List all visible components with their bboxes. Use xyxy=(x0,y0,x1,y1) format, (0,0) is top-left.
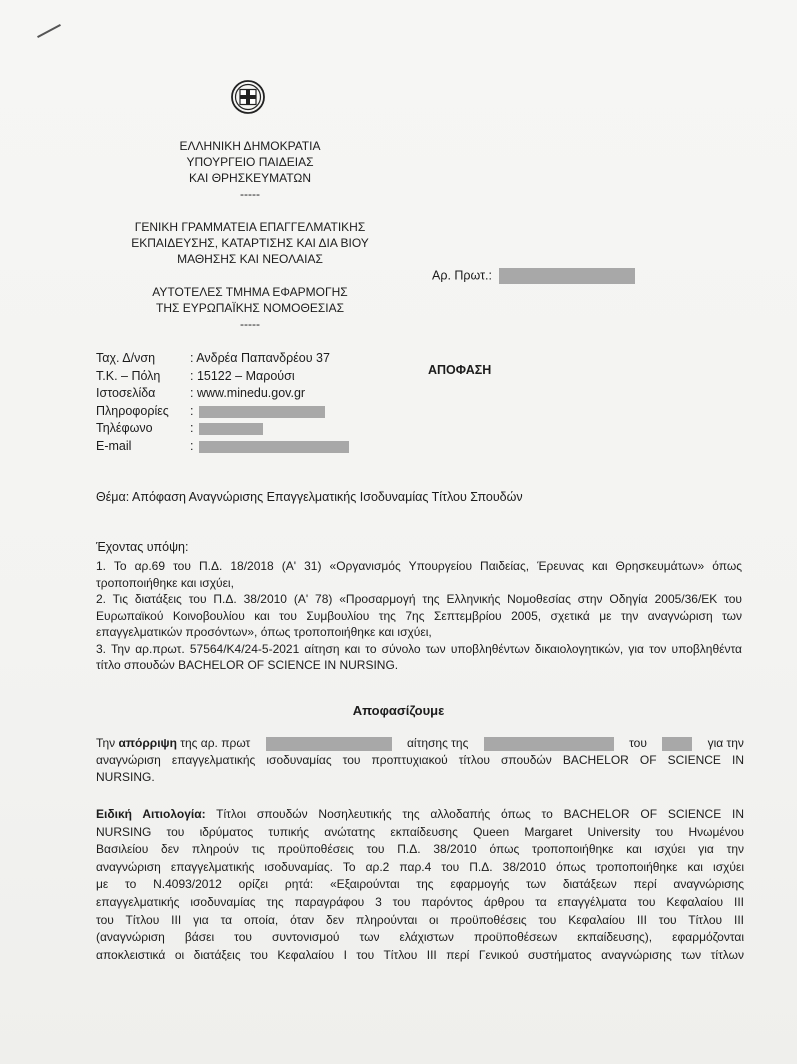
separator: ----- xyxy=(240,317,260,331)
ministry-line: ΕΛΛΗΝΙΚΗ ΔΗΜΟΚΡΑΤΙΑ xyxy=(179,139,321,153)
contact-value: : xyxy=(190,403,194,418)
redacted-block xyxy=(199,406,325,418)
greek-emblem-icon xyxy=(231,80,265,114)
contact-row xyxy=(96,438,349,456)
reasoning-line: αποκλειστικά οι διατάξεις του Κεφαλαίου Ι του Τίτλου ΙΙΙ περί Γενικού συστήματος αναγνώρισης των τίτλων xyxy=(96,947,744,962)
contact-row xyxy=(96,403,349,421)
department-heading xyxy=(130,284,370,332)
considerations-list xyxy=(96,558,742,674)
secretariat-heading xyxy=(120,219,380,267)
redacted-block xyxy=(266,737,392,751)
redacted-block xyxy=(199,423,263,435)
contact-value: : xyxy=(190,421,194,435)
contact-value: : Ανδρέα Παπανδρέου 37 xyxy=(190,351,330,365)
rejection-line: αναγνώριση επαγγελματικής ισοδυναμίας του προπτυχιακού τίτλου σπουδών BACHELOR OF SCIENCE IN xyxy=(96,753,744,767)
contact-row xyxy=(96,385,349,403)
contact-row xyxy=(96,420,349,438)
contact-details xyxy=(96,350,349,455)
contact-label: Τ.Κ. – Πόλη xyxy=(96,368,161,383)
reasoning-line: (αναγνώριση βάσει του συντονισμού των ελάχιστων προϋποθέσεων εκπαίδευσης), εφαρμόζονται xyxy=(96,930,744,945)
reasoning-line xyxy=(96,806,744,824)
contact-row xyxy=(96,350,349,368)
rejection-text: της αρ. πρωτ xyxy=(180,736,251,750)
contact-label: Ταχ. Δ/νση xyxy=(96,351,156,365)
consideration-item: 3. Την αρ.πρωτ. 57564/Κ4/24-5-2021 αίτηση και το σύνολο των υποβληθέντων δικαιολογητικών, για τον υποβληθέντα τίτλο σπουδών BACHELOR OF SCIENCE IN NURSING. xyxy=(96,641,742,672)
contact-label: Ιστοσελίδα xyxy=(96,386,156,400)
reasoning-label: Ειδική Αιτιολογία: xyxy=(96,807,206,821)
reasoning-text: Τίτλοι σπουδών Νοσηλευτικής της αλλοδαπής όπως το BACHELOR OF SCIENCE IN xyxy=(216,807,744,821)
department-line: ΑΥΤΟΤΕΛΕΣ ΤΜΗΜΑ ΕΦΑΡΜΟΓΗΣ xyxy=(152,285,348,299)
reasoning-line: του Τίτλου ΙΙΙ για τα οποία, όταν δεν πληρούνται οι προϋποθέσεις του Κεφαλαίου ΙΙΙ του Τίτλου ΙΙΙ xyxy=(96,912,744,927)
rejection-bold: απόρριψη xyxy=(118,736,177,750)
subject-line: Θέμα: Απόφαση Αναγνώρισης Επαγγελματικής Ισοδυναμίας Τίτλου Σπουδών xyxy=(96,490,523,504)
pen-mark xyxy=(37,24,61,38)
protocol-number xyxy=(432,268,635,284)
contact-value: : xyxy=(190,438,194,453)
decision-title: ΑΠΟΦΑΣΗ xyxy=(428,363,492,377)
department-line: ΤΗΣ ΕΥΡΩΠΑΪΚΗΣ ΝΟΜΟΘΕΣΙΑΣ xyxy=(156,301,344,315)
secretariat-line: ΕΚΠΑΙΔΕΥΣΗΣ, ΚΑΤΑΡΤΙΣΗΣ ΚΑΙ ΔΙΑ ΒΙΟΥ xyxy=(131,236,369,250)
reasoning-line: επαγγελματικής ισοδυναμίας της παραγράφου 3 του παρόντος άρθρου τα επαγγέλματα του Κεφαλαίου ΙΙΙ xyxy=(96,894,744,909)
rejection-text: αίτησης της xyxy=(406,736,469,750)
rejection-text: του xyxy=(629,736,647,750)
rejection-line: NURSING. xyxy=(96,770,155,784)
reasoning-paragraph xyxy=(96,806,744,964)
contact-label: Τηλέφωνο xyxy=(96,421,153,435)
rejection-line xyxy=(96,735,744,752)
separator: ----- xyxy=(240,187,260,201)
rejection-paragraph xyxy=(96,735,744,786)
redacted-block xyxy=(199,441,349,453)
reasoning-line: με το Ν.4093/2012 ορίζει ρητά: «Εξαιρούνται της εφαρμογής των διατάξεων περί αναγνώρισης xyxy=(96,877,744,892)
redacted-block xyxy=(662,737,692,751)
rejection-text: για την xyxy=(707,736,744,750)
rejection-text: Την xyxy=(96,736,116,750)
consideration-item: 2. Τις διατάξεις του Π.Δ. 38/2010 (Α' 78) «Προσαρμογή της Ελληνικής Νομοθεσίας στην Οδηγία 2005/36/ΕΚ του Ευρωπαϊκού Κοινοβουλίου και του Συμβουλίου της 7ης Σεπτεμβρίου 2005, σχετικά με την αναγνώριση των επαγγελματικών προσόντων», όπως τροποποιήθηκε και ισχύει, xyxy=(96,592,742,639)
redacted-block xyxy=(499,268,635,284)
contact-row xyxy=(96,368,349,386)
contact-label: Πληροφορίες xyxy=(96,403,169,418)
contact-value: : 15122 – Μαρούσι xyxy=(190,368,295,383)
reasoning-line: NURSING του ιδρύματος τυπικής ανώτατης εκπαίδευσης Queen Margaret University του Ηνωμένου xyxy=(96,824,744,839)
reasoning-line: Βασιλείου δεν πληρούν τις προϋποθέσεις του Π.Δ. 38/2010 όπως τροποποιήθηκε και ισχύει για την xyxy=(96,842,744,857)
contact-label: E-mail xyxy=(96,438,132,453)
ministry-heading xyxy=(140,138,360,202)
secretariat-line: ΓΕΝΙΚΗ ΓΡΑΜΜΑΤΕΙΑ ΕΠΑΓΓΕΛΜΑΤΙΚΗΣ xyxy=(134,220,366,234)
contact-value: : www.minedu.gov.gr xyxy=(190,386,306,400)
reasoning-line: αναγνώριση επαγγελματικής ισοδυναμίας. Το αρ.2 παρ.4 του Π.Δ. 38/2010 όπως τροποποιήθηκε και ισχύει xyxy=(96,859,744,874)
decide-heading: Αποφασίζουμε xyxy=(352,703,445,718)
secretariat-line: ΜΑΘΗΣΗΣ ΚΑΙ ΝΕΟΛΑΙΑΣ xyxy=(177,252,323,266)
redacted-block xyxy=(484,737,614,751)
considering-heading: Έχοντας υπόψη: xyxy=(96,540,189,554)
protocol-label: Αρ. Πρωτ.: xyxy=(432,268,492,283)
ministry-line: ΚΑΙ ΘΡΗΣΚΕΥΜΑΤΩΝ xyxy=(189,171,311,185)
ministry-line: ΥΠΟΥΡΓΕΙΟ ΠΑΙΔΕΙΑΣ xyxy=(186,155,314,169)
consideration-item: 1. Το αρ.69 του Π.Δ. 18/2018 (Α' 31) «Οργανισμός Υπουργείου Παιδείας, Έρευνας και Θρησκευμάτων» όπως τροποποιήθηκε και ισχύει, xyxy=(96,559,742,590)
